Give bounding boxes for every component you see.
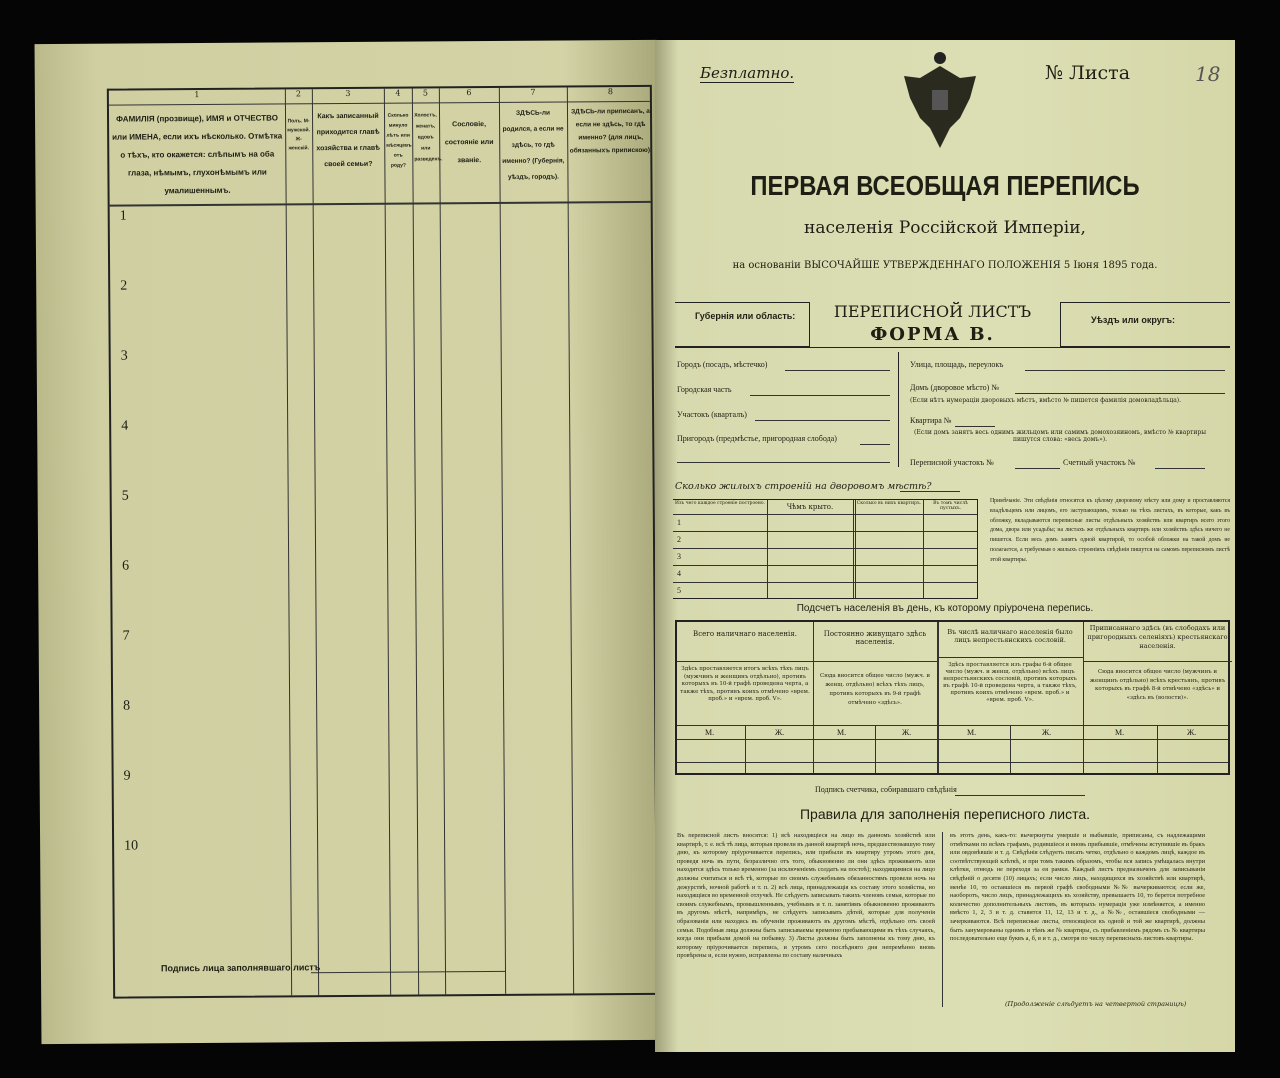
col-number: 4 bbox=[395, 88, 401, 98]
census-district-label: Переписной участокъ № bbox=[910, 458, 994, 467]
title: ПЕРВАЯ ВСЕОБЩАЯ ПЕРЕПИСЬ bbox=[750, 170, 1140, 201]
count-col-desc: Здѣсь проставляется итогъ всѣхъ тѣхъ лицъ (мужчинъ и женщинъ отдѣльно), противъ которыхъ въ 10-й графѣ проведена черта, а также тѣхъ, противъ коихъ отмѣчено «врем. проб.» и «врем. проб. V». bbox=[680, 666, 810, 702]
note: Примѣчаніе. Эти свѣдѣнія относятся къ цѣлому дворовому мѣсту или дому и проставляются владѣльцемъ или лицомъ, его заступающимъ, только на тѣхъ листахъ, въ которые, какъ въ обложку, вкладываются переписные листы отдѣльныхъ хозяйствъ или квартиръ всего этого дома, двора или усадьбы; на листахъ же отдѣльныхъ квартиръ или хозяйствъ здѣсь ничего не пишется. Если весь домъ занятъ одной квартирой, то особой обложки на такой домъ не полагается, а требуемыя о жилыхъ строеніяхъ свѣдѣнія пишутся на самомъ переписномъ листѣ этой квартиры. bbox=[990, 498, 1230, 563]
district-label: Уѣздъ или округъ: bbox=[1091, 315, 1176, 325]
count-col-header: Въ числѣ наличнаго населенія было лицъ непрестьянскихъ сословій. bbox=[937, 622, 1083, 658]
rules-title: Правила для заполненія переписного листа. bbox=[799, 806, 1091, 822]
quarter-label: Участокъ (кварталъ) bbox=[677, 410, 747, 419]
buildings-header: Чѣмъ крыто. bbox=[786, 503, 834, 511]
col-number: 1 bbox=[194, 90, 200, 100]
census-district-input[interactable] bbox=[1015, 468, 1060, 469]
count-col-header: Постоянно живущаго здѣсь населенія. bbox=[813, 622, 937, 662]
count-col-desc: Сюда вносится общее число (мужч. и женщ. отдѣльно) всѣхъ тѣхъ лицъ, противъ которыхъ въ 9-й графѣ отмѣчено «здѣсь». bbox=[819, 673, 931, 706]
count-col-header: Приписаннаго здѣсь (въ слободахъ или пригородныхъ селеніяхъ) крестьянскаго населенія. bbox=[1083, 622, 1232, 662]
male-label: М. bbox=[967, 728, 977, 737]
buildings-header: Въ томъ числѣ пустыхъ. bbox=[933, 501, 968, 511]
sheet-number-label: № Листа bbox=[1045, 62, 1131, 84]
enumerator-signature-label: Подпись счетчика, собиравшаго свѣдѣнія bbox=[815, 785, 957, 794]
col-header-registered: ЗДѢСЬ-ли приписанъ, а если не здѣсь, то гдѣ именно? (для лицъ, обязанныхъ припискою). bbox=[569, 107, 652, 155]
house-input[interactable] bbox=[1015, 393, 1225, 394]
city-label: Городъ (посадъ, мѣстечко) bbox=[677, 360, 768, 369]
house-label: Домъ (дворовое мѣсто) № bbox=[910, 383, 999, 392]
col-number: 2 bbox=[295, 89, 301, 99]
row-number: 7 bbox=[122, 628, 130, 644]
city-part-label: Городская часть bbox=[677, 385, 732, 394]
row-number: 6 bbox=[122, 558, 130, 574]
enumerator-signature-line[interactable] bbox=[955, 795, 1085, 796]
col-header-name: ФАМИЛІЯ (прозвище), ИМЯ и ОТЧЕСТВО или ИМЕНА, если ихъ нѣсколько. Отмѣтка о тѣхъ, кто окажется: слѣпымъ на оба глаза, нѣмымъ, глухонѣмымъ или умалишеннымъ. bbox=[112, 113, 283, 196]
male-label: М. bbox=[1115, 728, 1125, 737]
buildings-question: Сколько жилыхъ строеній на дворовомъ мѣстѣ? bbox=[675, 481, 932, 492]
col-header-age: Сколько минуло лѣтъ или мѣсяцевъ отъ роду? bbox=[386, 112, 412, 169]
house-note: (Если нѣтъ нумераціи дворовыхъ мѣстъ, вмѣсто № пишется фамилія домовладѣльца). bbox=[910, 397, 1182, 404]
form-title: ПЕРЕПИСНОЙ ЛИСТЪ bbox=[833, 302, 1032, 321]
row-number: 5 bbox=[121, 488, 129, 504]
male-label: М. bbox=[705, 728, 715, 737]
row-number: 3 bbox=[120, 348, 128, 364]
left-page bbox=[35, 40, 664, 1044]
count-district-label: Счетный участокъ № bbox=[1063, 458, 1136, 467]
free-label: Безплатно. bbox=[700, 64, 795, 82]
apartment-input[interactable] bbox=[955, 426, 995, 427]
buildings-table bbox=[673, 499, 978, 599]
female-label: Ж. bbox=[775, 728, 785, 737]
col-header-sex: Полъ. М-мужской. Ж-женскій. bbox=[287, 118, 310, 152]
population-count-table bbox=[675, 620, 1230, 775]
buildings-row-number: 1 bbox=[677, 518, 681, 527]
row-number: 10 bbox=[124, 838, 139, 854]
count-col-header: Всего наличнаго населенія. bbox=[677, 622, 813, 662]
col-number: 8 bbox=[607, 87, 613, 97]
female-label: Ж. bbox=[902, 728, 912, 737]
col-header-estate: Сословіе, состояніе или званіе. bbox=[444, 121, 494, 165]
basis: на основаніи ВЫСОЧАЙШЕ УТВЕРЖДЕННАГО ПОЛОЖЕНІЯ 5 Іюня 1895 года. bbox=[732, 260, 1158, 271]
count-col-desc: Сюда вносится общее число (мужчинъ и женщинъ отдѣльно) всѣхъ крестьянъ, противъ которыхъ въ графѣ 8-й отмѣчено «здѣсь» и «здѣсь въ (волости)». bbox=[1089, 669, 1226, 701]
col-number: 3 bbox=[345, 88, 351, 99]
count-district-input[interactable] bbox=[1155, 468, 1205, 469]
count-title: Подсчетъ населенія въ день, къ которому пріурочена перепись. bbox=[796, 603, 1094, 614]
street-label: Улица, площадь, переулокъ bbox=[910, 360, 1004, 369]
row-number: 2 bbox=[120, 278, 128, 294]
province-label: Губернія или область: bbox=[695, 311, 796, 321]
female-label: Ж. bbox=[1042, 728, 1052, 737]
province-field[interactable] bbox=[675, 302, 810, 347]
suburb-input[interactable] bbox=[860, 444, 890, 445]
female-label: Ж. bbox=[1187, 728, 1197, 737]
row-number: 1 bbox=[119, 208, 127, 224]
apartment-label: Квартира № bbox=[910, 416, 952, 425]
col-header-birthplace: ЗДѢСЬ-ли родился, а если не здѣсь, то гдѣ именно? (Губернія, уѣздъ, городъ). bbox=[502, 109, 565, 181]
row-number: 4 bbox=[121, 418, 129, 434]
buildings-header: Сколько въ нихъ квартиръ. bbox=[856, 501, 922, 506]
buildings-row-number: 2 bbox=[677, 535, 681, 544]
city-part-input[interactable] bbox=[750, 395, 890, 396]
col-header-marital: Холостъ, женатъ, вдовъ или разведенъ. bbox=[414, 112, 443, 163]
apartment-note: (Если домъ занятъ весь однимъ жильцомъ или самимъ домохозяиномъ, вмѣсто № квартиры пишутся слова: «весь домъ»). bbox=[914, 429, 1206, 443]
right-page bbox=[655, 40, 1235, 1052]
row-number: 9 bbox=[123, 768, 131, 784]
col-number: 6 bbox=[466, 88, 472, 98]
male-label: М. bbox=[837, 728, 847, 737]
col-header-relation: Какъ записанный приходится главѣ хозяйства и главѣ своей семьи? bbox=[316, 112, 381, 169]
buildings-row-number: 3 bbox=[677, 552, 681, 561]
buildings-header: Изъ чего каждое строеніе построено. bbox=[675, 501, 765, 506]
quarter-input[interactable] bbox=[755, 420, 890, 421]
double-headed-eagle-emblem bbox=[900, 48, 980, 160]
col-number: 5 bbox=[422, 88, 428, 98]
suburb-label: Пригородъ (предмѣстье, пригородная слобода) bbox=[677, 434, 837, 443]
district-field[interactable] bbox=[1060, 302, 1230, 347]
col-number: 7 bbox=[530, 87, 536, 97]
signature-label: Подпись лица заполнявшаго листъ bbox=[160, 962, 321, 974]
form-name: ФОРМА В. bbox=[870, 324, 995, 345]
buildings-row-number: 5 bbox=[677, 586, 681, 595]
buildings-count-input[interactable] bbox=[900, 491, 960, 492]
rules-continued: (Продолженіе слѣдуетъ на четвертой страницѣ) bbox=[1005, 1000, 1187, 1008]
sheet-number-value: 18 bbox=[1195, 62, 1221, 86]
rules-right-column: въ этотъ день, какъ-то: вычеркнуты умершіе и выбывшіе, приписаны, съ надлежащими отмѣтками по всѣмъ графамъ, родившіеся и вновь прибывшіе, отмѣчены вступившіе въ бракъ или овдовѣвшіе и т. д. Свѣдѣнія слѣдуетъ писать четко, отдѣльно о каждомъ лицѣ, каждое въ соотвѣтствующей клѣткѣ, и при томъ такимъ образомъ, чтобы вся запись умѣщалась внутри клѣтки, отнюдь не переходя за ея рамки. Каждый листъ предназначенъ для записыванія свѣдѣній о десяти (10) лицахъ; если число лицъ, находящихся въ хозяйствѣ или квартирѣ, менѣе 10, то оставшіеся въ первой графѣ свободными №№ вычеркиваются; если же, наоборотъ, число лицъ, принадлежащихъ къ хозяйству, превышаетъ 10, то берется потребное количество дополнительныхъ листовъ, въ которыхъ нумерація уже измѣняется, а именно вмѣсто 1, 2, 3 и т. д. ставится 11, 12, 13 и т. д., а №№, оставшіеся свободными — зачеркиваются. Всѣ переписные листы, относящіеся къ одной и той же квартирѣ, должны быть занумерованы однимъ и тѣмъ же № квартиры, съ прибавленіемъ рядомъ съ № квартиры последовательно еще буквъ а, б, в и т. д., смотря по числу переписныхъ листовъ квартиры. bbox=[950, 832, 1205, 943]
street-input[interactable] bbox=[1025, 370, 1225, 371]
rules-left-column: Въ переписной листъ вносятся: 1) всѣ находящіеся на лицо въ данномъ хозяйствѣ или квартирѣ, т. е. всѣ тѣ лица, которыя провели въ данной квартирѣ ночь, предшествовавшую тому дню, къ которому пріурочивается перепись, или прибыли въ квартиру утромъ этого дня, проведя ночь въ пути, безразлично отъ того, обыкновенно ли они здѣсь проживаютъ или находятся здѣсь только временно (за исключеніемъ солдатъ на постоѣ); находящимися на лицо должны считаться и всѣ тѣ, которые по своимъ служебнымъ обязанностямъ провели ночь на дежурствѣ, ночной работѣ и т. п. 2) всѣ лица, принадлежащія къ составу этого хозяйства, но находящіяся во временной отлучкѣ. Не слѣдуетъ записывать такихъ членовъ семьи, которые по своимъ служебнымъ, промышленнымъ, учебнымъ и т. п. занятіямъ обыкновенно проживаютъ въ другомъ мѣстѣ, напримѣръ, не слѣдуетъ записывать дѣтей, которые для полученія образованія или находясь въ обученіи проживаютъ въ другомъ мѣстѣ, отдѣльно отъ своей семьи. Подобныя лица должны быть записываемы временно пребывающими въ тѣхъ случаяхъ, когда они прибыли домой на побывку. 3) Листы должны быть заполнены къ тому дню, къ которому пріурочивается перепись, и утромъ сего послѣдняго дня непремѣнно вновь провѣрены и, если нужно, исправлены по составу наличныхъ bbox=[677, 832, 935, 960]
subtitle: населенія Россійской Имперіи, bbox=[804, 218, 1086, 238]
city-input[interactable] bbox=[785, 370, 890, 371]
count-col-desc: Здѣсь проставляется изъ графы 6-й общее число (мужч. и женщ. отдѣльно) всѣхъ лицъ непрестьянскихъ сословій, противъ которыхъ въ графѣ 10-й проведена черта, а также тѣхъ, противъ коихъ отмѣчено «врем. проб.» и «врем. проб. V». bbox=[943, 662, 1077, 703]
household-table bbox=[107, 85, 658, 999]
buildings-row-number: 4 bbox=[677, 569, 681, 578]
row-number: 8 bbox=[123, 698, 131, 714]
